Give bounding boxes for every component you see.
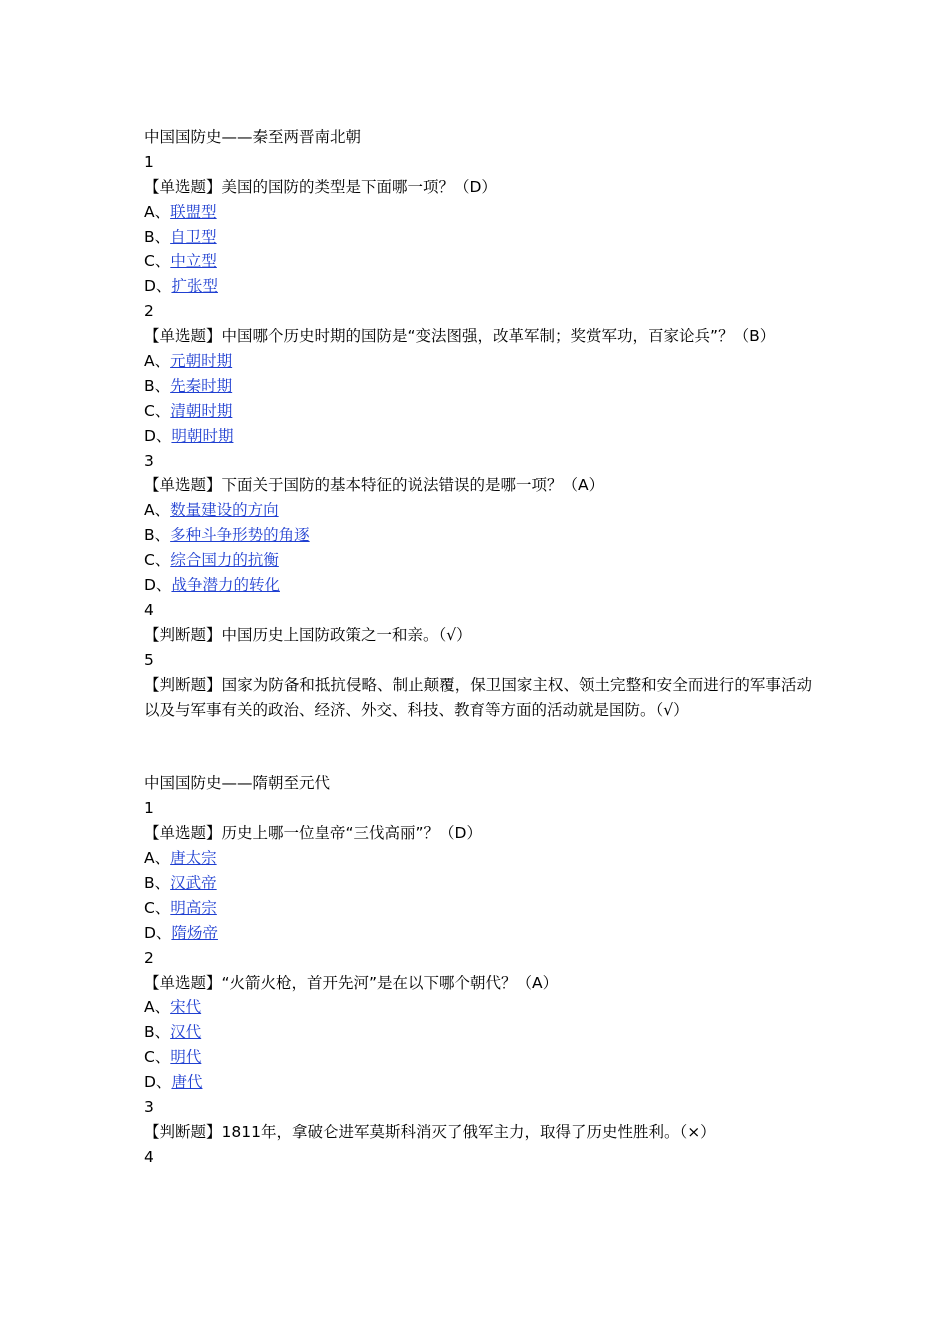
option-link[interactable]: 唐太宗	[170, 849, 217, 868]
option-link[interactable]: 多种斗争形势的角逐	[170, 526, 310, 545]
option-prefix: C、	[144, 252, 171, 271]
question	[144, 598, 812, 648]
option-a	[144, 498, 812, 523]
option-prefix: A、	[144, 998, 171, 1017]
option-c	[144, 1045, 812, 1070]
option-d	[144, 573, 812, 598]
question	[144, 796, 812, 945]
option-prefix: B、	[144, 526, 171, 545]
section-title: 中国国防史——秦至两晋南北朝	[144, 128, 362, 146]
option-link[interactable]: 先秦时期	[170, 376, 233, 395]
option-link[interactable]: 联盟型	[170, 202, 217, 221]
option-d	[144, 424, 812, 449]
question	[144, 946, 812, 1095]
option-d	[144, 921, 812, 946]
question-number: 4	[144, 1147, 154, 1166]
question-number: 1	[144, 152, 154, 171]
question	[144, 648, 812, 723]
option-c	[144, 249, 812, 274]
question-text: 【单选题】“火箭火枪，首开先河”是在以下哪个朝代？（A）	[144, 973, 559, 992]
option-prefix: C、	[144, 551, 171, 570]
option-link[interactable]: 明朝时期	[171, 426, 234, 445]
option-prefix: D、	[144, 277, 172, 296]
option-prefix: C、	[144, 1048, 171, 1067]
option-c	[144, 399, 812, 424]
option-link[interactable]: 清朝时期	[170, 401, 233, 420]
question-text: 【单选题】美国的国防的类型是下面哪一项？（D）	[144, 177, 497, 196]
option-link[interactable]: 宋代	[170, 998, 202, 1017]
question-number: 3	[144, 451, 154, 470]
option-prefix: A、	[144, 501, 171, 520]
question-number: 2	[144, 302, 154, 321]
section	[144, 125, 812, 722]
option-prefix: D、	[144, 923, 172, 942]
option-prefix: D、	[144, 1073, 172, 1092]
section-spacer	[144, 722, 812, 771]
option-link[interactable]: 自卫型	[170, 227, 217, 246]
question-number: 4	[144, 600, 154, 619]
option-prefix: D、	[144, 426, 172, 445]
option-d	[144, 274, 812, 299]
option-prefix: A、	[144, 849, 171, 868]
option-a	[144, 200, 812, 225]
option-link[interactable]: 战争潜力的转化	[171, 576, 280, 595]
option-b	[144, 225, 812, 250]
question-text: 【单选题】下面关于国防的基本特征的说法错误的是哪一项？（A）	[144, 476, 605, 495]
question-text: 【单选题】历史上哪一位皇帝“三伐高丽”？（D）	[144, 824, 482, 843]
option-link[interactable]: 明高宗	[170, 898, 217, 917]
option-prefix: B、	[144, 376, 171, 395]
option-link[interactable]: 明代	[170, 1048, 202, 1067]
option-a	[144, 349, 812, 374]
option-prefix: A、	[144, 352, 171, 371]
question-number: 5	[144, 650, 154, 669]
section	[144, 771, 812, 1169]
question-number: 2	[144, 948, 154, 967]
option-prefix: C、	[144, 898, 171, 917]
document-page	[144, 125, 812, 1170]
option-link[interactable]: 扩张型	[171, 277, 218, 296]
question	[144, 150, 812, 299]
question	[144, 299, 812, 448]
option-prefix: D、	[144, 576, 172, 595]
option-b	[144, 871, 812, 896]
option-link[interactable]: 汉代	[170, 1023, 202, 1042]
option-link[interactable]: 隋炀帝	[171, 923, 218, 942]
option-link[interactable]: 中立型	[170, 252, 217, 271]
question-number: 1	[144, 799, 154, 818]
question-text: 【单选题】中国哪个历史时期的国防是“变法图强，改革军制；奖赏军功，百家论兵”？（B）	[144, 327, 776, 346]
option-prefix: B、	[144, 1023, 171, 1042]
option-b	[144, 374, 812, 399]
question-text: 【判断题】国家为防备和抵抗侵略、制止颠覆，保卫国家主权、领土完整和安全而进行的军事活动以及与军事有关的政治、经济、外交、科技、教育等方面的活动就是国防。（√）	[144, 675, 812, 719]
option-link[interactable]: 唐代	[171, 1073, 203, 1092]
option-prefix: C、	[144, 401, 171, 420]
question-number: 3	[144, 1098, 154, 1116]
question	[144, 1145, 812, 1170]
option-b	[144, 523, 812, 548]
option-d	[144, 1070, 812, 1095]
option-link[interactable]: 汉武帝	[170, 873, 217, 892]
option-link[interactable]: 综合国力的抗衡	[170, 551, 279, 570]
option-c	[144, 548, 812, 573]
option-a	[144, 846, 812, 871]
question	[144, 1095, 812, 1145]
option-link[interactable]: 数量建设的方向	[170, 501, 279, 520]
question	[144, 449, 812, 598]
option-a	[144, 995, 812, 1020]
option-prefix: A、	[144, 202, 171, 221]
option-link[interactable]: 元朝时期	[170, 352, 233, 371]
option-prefix: B、	[144, 873, 171, 892]
option-b	[144, 1020, 812, 1045]
question-text: 【判断题】中国历史上国防政策之一和亲。（√）	[144, 625, 472, 644]
option-prefix: B、	[144, 227, 171, 246]
section-title: 中国国防史——隋朝至元代	[144, 774, 331, 793]
option-c	[144, 896, 812, 921]
question-text: 【判断题】1811年，拿破仑进军莫斯科消灭了俄军主力，取得了历史性胜利。（×）	[144, 1122, 716, 1141]
